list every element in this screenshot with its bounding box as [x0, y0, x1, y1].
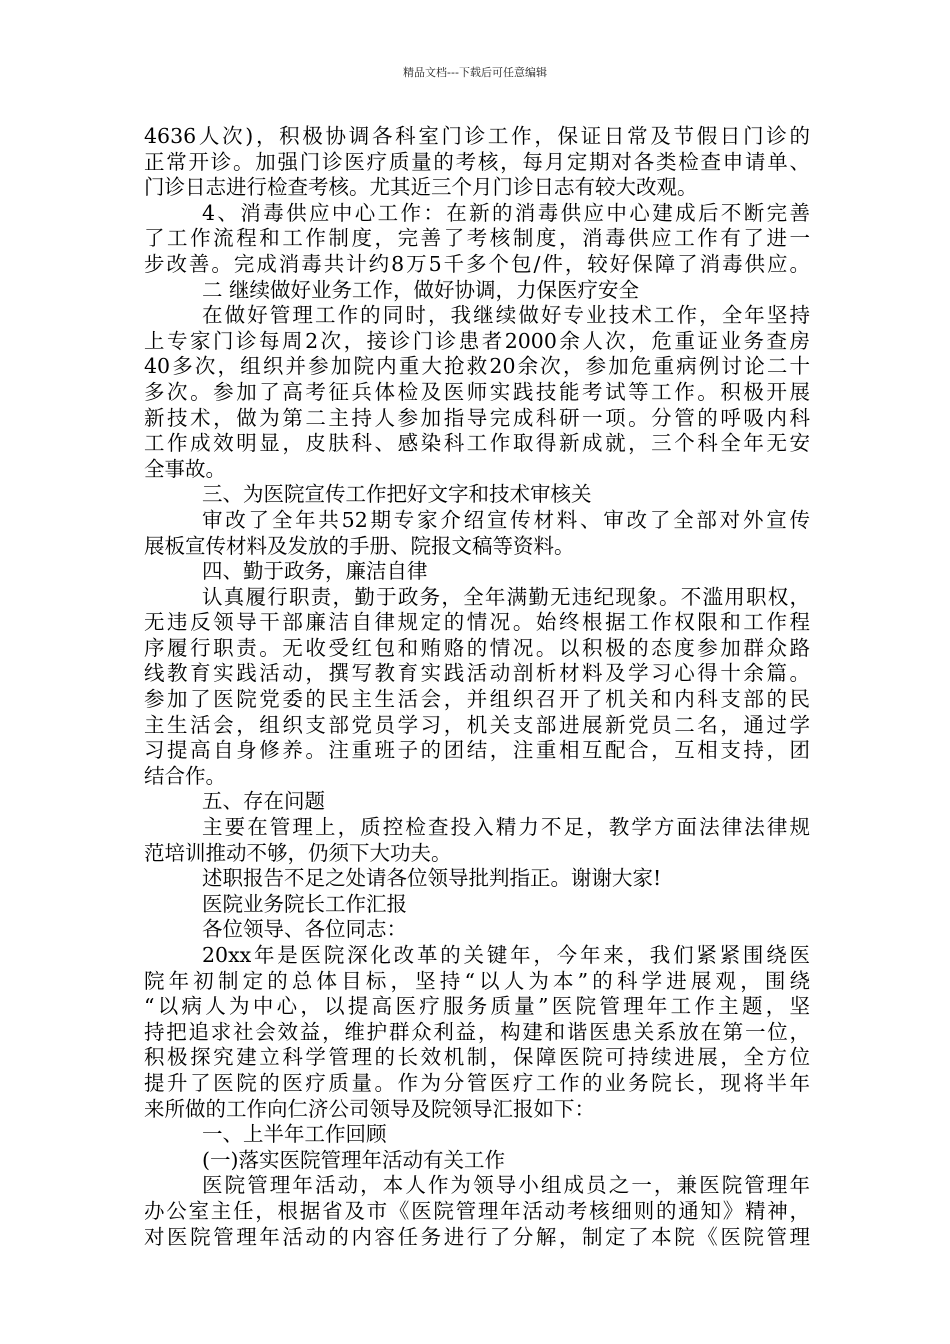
text-line: 各位领导、各位同志：: [202, 917, 407, 942]
text-line: 办公室主任，根据省及市《医院管理年活动考核细则的通知》精神，: [144, 1198, 810, 1223]
text-line: 范培训推动不够，仍须下大功夫。: [144, 840, 452, 865]
text-line: 五、存在问题: [202, 789, 325, 814]
document-body: [144, 124, 810, 1250]
text-line: 主要在管理上，质控检查投入精力不足，教学方面法律法律规: [202, 815, 810, 840]
text-line: 全事故。: [144, 456, 226, 481]
text-line: 4、消毒供应中心工作：在新的消毒供应中心建成后不断完善: [202, 200, 810, 225]
text-line: 三、为医院宣传工作把好文字和技术审核关: [202, 482, 592, 507]
text-line: 新技术，做为第二主持人参加指导完成科研一项。分管的呼吸内科: [144, 405, 810, 430]
text-line: 提升了医院的医疗质量。作为分管医疗工作的业务院长，现将半年: [144, 1070, 810, 1095]
text-line: 步改善。完成消毒共计约8万5千多个包/件，较好保障了消毒供应。: [144, 251, 810, 276]
text-line: 展板宣传材料及发放的手册、院报文稿等资料。: [144, 533, 575, 558]
text-line: 对医院管理年活动的内容任务进行了分解，制定了本院《医院管理: [144, 1224, 810, 1249]
text-line: 主生活会，组织支部党员学习，机关支部进展新党员二名，通过学: [144, 712, 810, 737]
text-line: 正常开诊。加强门诊医疗质量的考核，每月定期对各类检查申请单、: [144, 149, 810, 174]
text-line: 20xx年是医院深化改革的关键年，今年来，我们紧紧围绕医: [202, 943, 810, 967]
text-line: 多次。参加了高考征兵体检及医师实践技能考试等工作。积极开展: [144, 379, 810, 404]
text-line: 积极探究建立科学管理的长效机制，保障医院可持续进展，全方位: [144, 1045, 810, 1070]
text-line: 40多次，组织并参加院内重大抢救20余次，参加危重病例讨论二十: [144, 354, 810, 379]
text-line: 门诊日志进行检查考核。尤其近三个月门诊日志有较大改观。: [144, 175, 698, 200]
text-line: 结合作。: [144, 763, 226, 788]
text-line: 上专家门诊每周2次，接诊门诊患者2000余人次，危重证业务查房: [144, 328, 810, 353]
text-line: (一)落实医院管理年活动有关工作: [202, 1147, 505, 1172]
text-line: 序履行职责。无收受红包和贿赂的情况。以积极的态度参加群众路: [144, 635, 810, 660]
page-header: 精品文档---下载后可任意编辑: [403, 66, 547, 79]
text-line: 习提高自身修养。注重班子的团结，注重相互配合，互相支持，团: [144, 738, 810, 763]
text-line: 认真履行职责，勤于政务，全年满勤无违纪现象。不滥用职权，: [202, 584, 810, 609]
text-line: 医院业务院长工作汇报: [202, 891, 407, 916]
text-line: 二 继续做好业务工作，做好协调，力保医疗安全: [202, 277, 640, 302]
text-line: 一、上半年工作回顾: [202, 1122, 387, 1147]
text-line: 线教育实践活动，撰写教育实践活动剖析材料及学习心得十余篇。: [144, 661, 810, 686]
text-line: 工作成效明显，皮肤科、感染科工作取得新成就，三个科全年无安: [144, 431, 810, 456]
text-line: 四、勤于政务，廉洁自律: [202, 559, 428, 584]
text-line: 4636人次)，积极协调各科室门诊工作，保证日常及节假日门诊的: [144, 124, 810, 148]
text-line: 持把追求社会效益，维护群众利益，构建和谐医患关系放在第一位，: [144, 1019, 810, 1044]
text-line: 参加了医院党委的民主生活会，并组织召开了机关和内科支部的民: [144, 687, 810, 712]
text-line: 医院管理年活动，本人作为领导小组成员之一，兼医院管理年: [202, 1173, 810, 1198]
text-line: 无违反领导干部廉洁自律规定的情况。始终根据工作权限和工作程: [144, 610, 810, 635]
text-line: 院年初制定的总体目标，坚持“以人为本”的科学进展观，围绕: [144, 968, 810, 993]
text-line: 述职报告不足之处请各位领导批判指正。谢谢大家!: [202, 866, 662, 891]
text-line: “以病人为中心，以提高医疗服务质量”医院管理年工作主题，坚: [144, 994, 810, 1019]
text-line: 审改了全年共52期专家介绍宣传材料、审改了全部对外宣传: [202, 507, 810, 532]
text-line: 在做好管理工作的同时，我继续做好专业技术工作，全年坚持: [202, 303, 810, 328]
text-line: 了工作流程和工作制度，完善了考核制度，消毒供应工作有了进一: [144, 226, 810, 251]
text-line: 来所做的工作向仁济公司领导及院领导汇报如下：: [144, 1096, 595, 1121]
